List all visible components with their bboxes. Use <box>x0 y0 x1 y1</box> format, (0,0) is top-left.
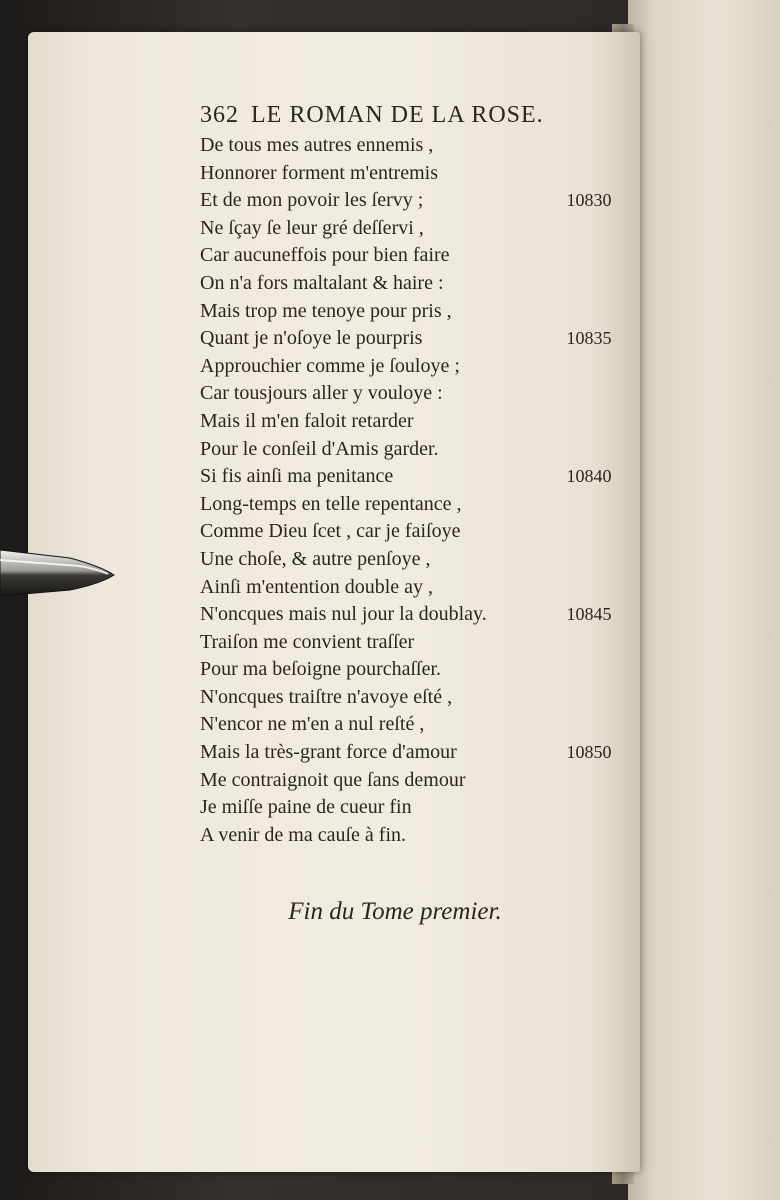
verse-line: N'oncques traiſtre n'avoye eſté , <box>200 685 453 708</box>
verse-line: Car tousjours aller y vouloye : <box>200 382 443 405</box>
verse-line: Car aucuneffois pour bien faire <box>200 244 450 267</box>
verse-line: Long-temps en telle repentance , <box>200 492 462 515</box>
verse-line: Pour le conſeil d'Amis garder. <box>200 437 439 460</box>
verse-line: A venir de ma cauſe à fin. <box>200 823 407 846</box>
verse-line: Me contraignoit que ſans demour <box>200 768 466 791</box>
verse-line: Mais la très-grant force d'amour <box>200 741 457 764</box>
verse-line: Ne ſçay ſe leur gré deſſervi , <box>200 216 424 239</box>
verse-line: Traiſon me convient traſſer <box>200 630 415 653</box>
line-number: 10835 <box>566 328 612 349</box>
verse-line: On n'a fors maltalant & haire : <box>200 271 444 294</box>
verse-line: Approuchier comme je ſouloye ; <box>200 354 460 377</box>
verse-line: N'encor ne m'en a nul reſté , <box>200 713 425 736</box>
verse-line: Je miſſe paine de cueur fin <box>200 796 412 819</box>
verse-line: Et de mon povoir les ſervy ; <box>200 189 424 212</box>
colophon: Fin du Tome premier. <box>288 898 502 925</box>
verse-line: Si fis ainſi ma penitance <box>200 465 394 488</box>
verse-line: Mais trop me tenoye pour pris , <box>200 299 452 322</box>
line-number: 10830 <box>566 190 612 211</box>
running-title: LE ROMAN DE LA ROSE. <box>251 102 544 128</box>
running-head <box>200 102 570 129</box>
verse-line: Mais il m'en faloit retarder <box>200 409 414 432</box>
page-number: 362 <box>200 102 239 128</box>
facing-page-edge <box>628 0 780 1200</box>
verse-line: Honnorer forment m'entremis <box>200 161 438 184</box>
line-number: 10850 <box>566 742 612 763</box>
verse-line: N'oncques mais nul jour la doublay. <box>200 603 487 626</box>
verse-line: Pour ma beſoigne pourchaſſer. <box>200 658 442 681</box>
verse-line: Ainſi m'entention double ay , <box>200 575 434 598</box>
verse-line: De tous mes autres ennemis , <box>200 134 434 156</box>
line-number: 10845 <box>566 604 612 625</box>
metal-bookmark-icon <box>0 540 120 600</box>
line-number: 10840 <box>566 466 612 487</box>
verse-line: Une choſe, & autre penſoye , <box>200 547 431 570</box>
verse-block <box>200 132 560 849</box>
verse-line: Quant je n'oſoye le pourpris <box>200 327 423 350</box>
verse-line: Comme Dieu ſcet , car je faiſoye <box>200 520 461 543</box>
